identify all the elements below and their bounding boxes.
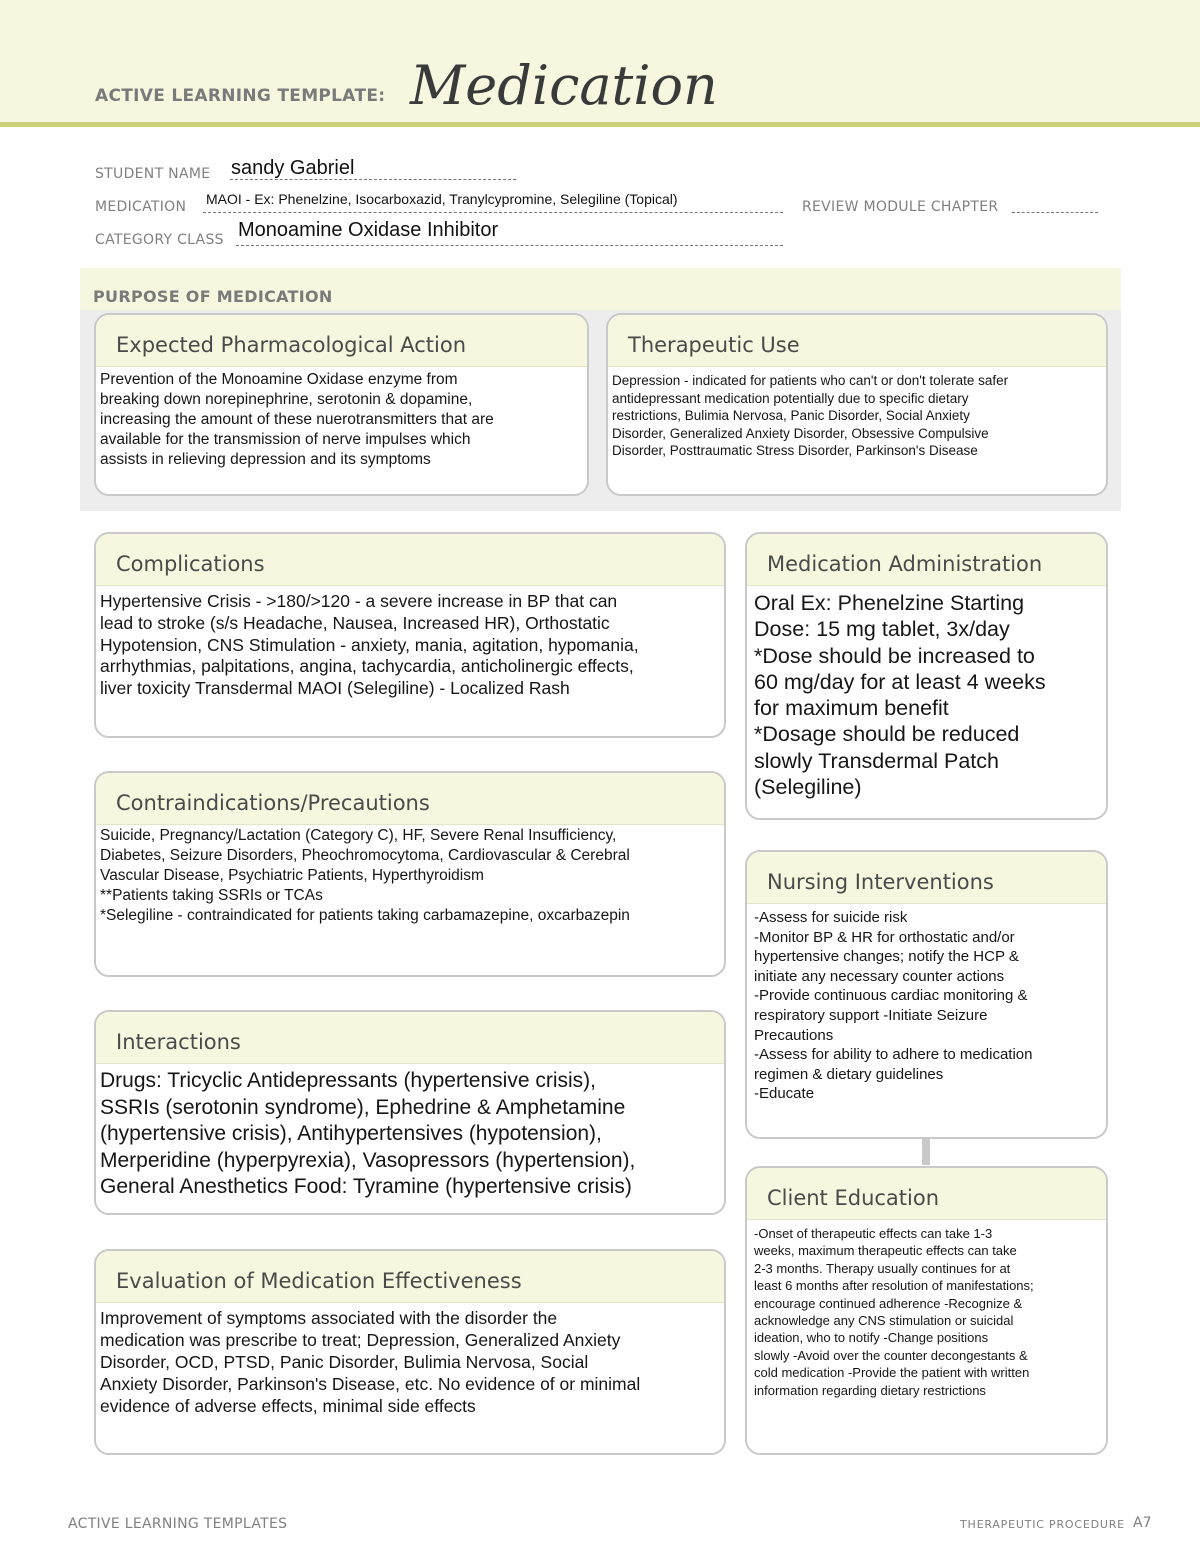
nursing-interventions-card [745, 850, 1108, 1139]
interactions-header [96, 1012, 724, 1064]
medication-administration-card [745, 532, 1108, 820]
interactions-text[interactable]: Drugs: Tricyclic Antidepressants (hypertensive crisis), SSRIs (serotonin syndrome), Ephedrine & Amphetamine (hypertensive crisis), Antihypertensives (hypotension), Merperidine (hyperpyrexia), Vasopressors (hypertension), General Anesthetics Food: Tyramine (hypertensive crisis) [100, 1069, 636, 1198]
medication-label: MEDICATION [95, 199, 187, 215]
client-education-card [745, 1166, 1108, 1455]
contraindications-card [94, 771, 726, 977]
therapeutic-use-text[interactable]: Depression - indicated for patients who can't or don't tolerate safer antidepressant medication potentially due to specific dietary restrictions, Bulimia Nervosa, Panic Disorder, Social Anxiety Disorder, Generalized Anxiety Disorder, Obsessive Compulsive Disorder, Posttraumatic Stress Disorder, Parkinson's Disease [612, 373, 1009, 459]
page-number: A7 [1133, 1515, 1152, 1531]
footer-left: ACTIVE LEARNING TEMPLATES [68, 1516, 288, 1532]
expected-action-text[interactable]: Prevention of the Monoamine Oxidase enzyme from breaking down norepinephrine, serotonin & dopamine, increasing the amount of these nuerotransmitters that are available for the transmission of nerve impulses which assists in relieving depression and its symptoms [100, 371, 494, 468]
evaluation-header [96, 1251, 724, 1303]
contraindications-text[interactable]: Suicide, Pregnancy/Lactation (Category C), HF, Severe Renal Insufficiency, Diabetes, Seizure Disorders, Pheochromocytoma, Cardiovascular & Cerebral Vascular Disease, Psychiatric Patients, Hyperthyroidism **Patients taking SSRIs or TCAs *Selegiline - contraindicated for patients taking carbamazepine, oxcarbazepin [100, 827, 630, 924]
complications-header [96, 534, 724, 586]
client-education-header [747, 1168, 1106, 1220]
interactions-title: Interactions [116, 1030, 241, 1054]
category-class-line [236, 245, 783, 246]
contraindications-header [96, 773, 724, 825]
medication-administration-text[interactable]: Oral Ex: Phenelzine Starting Dose: 15 mg tablet, 3x/day *Dose should be increased to 60 mg/day for at least 4 weeks for maximum benefit *Dosage should be reduced slowly Transdermal Patch (Selegiline) [754, 591, 1046, 800]
expected-action-card [94, 313, 589, 496]
connector-bar [922, 1137, 930, 1165]
therapeutic-use-card [606, 313, 1108, 496]
review-module-label: REVIEW MODULE CHAPTER [802, 199, 999, 215]
contraindications-title: Contraindications/Precautions [116, 791, 430, 815]
nursing-interventions-title: Nursing Interventions [767, 870, 994, 894]
header-divider [0, 122, 1200, 127]
medication-administration-title: Medication Administration [767, 552, 1043, 576]
evaluation-text[interactable]: Improvement of symptoms associated with the disorder the medication was prescribe to treat; Depression, Generalized Anxiety Disorder, OCD, PTSD, Panic Disorder, Bulimia Nervosa, Social Anxiety Disorder, Parkinson's Disease, etc. No evidence of or minimal evidence of adverse effects, minimal side effects [100, 1308, 641, 1416]
client-education-title: Client Education [767, 1186, 940, 1210]
review-module-line [1012, 212, 1098, 213]
interactions-card [94, 1010, 726, 1215]
evaluation-title: Evaluation of Medication Effectiveness [116, 1269, 522, 1293]
expected-action-header [96, 315, 587, 367]
complications-card [94, 532, 726, 738]
medication-line [203, 212, 783, 213]
footer-right: THERAPEUTIC PROCEDURE [960, 1518, 1125, 1531]
therapeutic-use-title: Therapeutic Use [628, 333, 800, 357]
nursing-interventions-header [747, 852, 1106, 904]
student-name-field[interactable]: sandy Gabriel [231, 157, 355, 179]
client-education-text[interactable]: -Onset of therapeutic effects can take 1-3 weeks, maximum therapeutic effects can take 2-3 months. Therapy usually continues for at least 6 months after resolution of manifestations; encourage continued adherence -Recognize & acknowledge any CNS stimulation or suicidal ideation, who to notify -Change positions slowly -Avoid over the counter decongestants & cold medication -Provide the patient with written information regarding dietary restrictions [754, 1226, 1034, 1398]
category-class-field[interactable]: Monoamine Oxidase Inhibitor [238, 219, 499, 241]
category-class-label: CATEGORY CLASS [95, 232, 224, 248]
template-label: ACTIVE LEARNING TEMPLATE: [95, 86, 386, 106]
medication-field[interactable]: MAOI - Ex: Phenelzine, Isocarboxazid, Tranylcypromine, Selegiline (Topical) [206, 191, 678, 207]
expected-action-title: Expected Pharmacological Action [116, 333, 467, 357]
evaluation-card [94, 1249, 726, 1455]
therapeutic-use-header [608, 315, 1106, 367]
student-name-label: STUDENT NAME [95, 166, 211, 182]
medication-administration-header [747, 534, 1106, 586]
complications-title: Complications [116, 552, 265, 576]
complications-text[interactable]: Hypertensive Crisis - >180/>120 - a severe increase in BP that can lead to stroke (s/s Headache, Nausea, Increased HR), Orthostatic Hypotension, CNS Stimulation - anxiety, mania, agitation, hypomania, arrhythmias, palpitations, angina, tachycardia, anticholinergic effects, liver toxicity Transdermal MAOI (Selegiline) - Localized Rash [100, 591, 639, 699]
purpose-title: PURPOSE OF MEDICATION [93, 287, 333, 306]
nursing-interventions-text[interactable]: -Assess for suicide risk -Monitor BP & HR for orthostatic and/or hypertensive changes; notify the HCP & initiate any necessary counter actions -Provide continuous cardiac monitoring & respiratory support -Initiate Seizure Precautions -Assess for ability to adhere to medication regimen & dietary guidelines -Educate [754, 909, 1033, 1103]
page-title: Medication [410, 54, 718, 117]
